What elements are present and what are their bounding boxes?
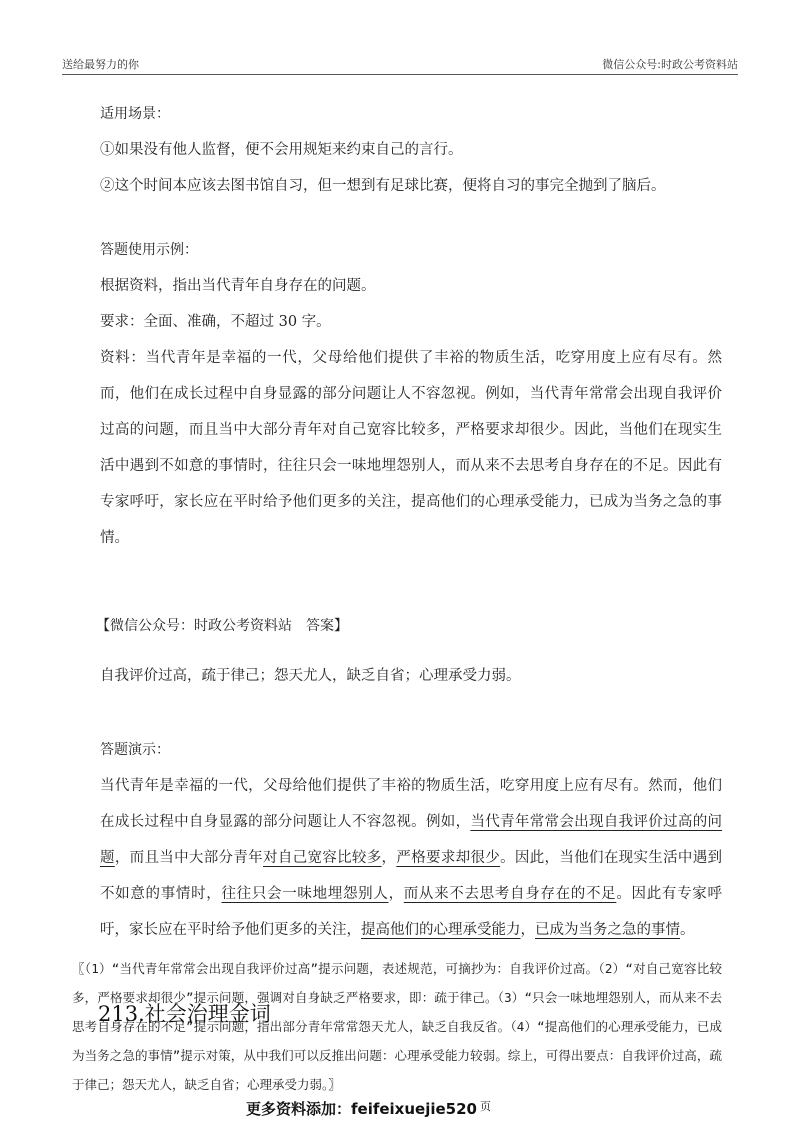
- header-left-text: 送给最努力的你: [62, 58, 139, 71]
- demo-text-segment: 。因此有专家呼吁，家长应在平时给予他们更多的关注，: [100, 886, 722, 938]
- footer-text: 更多资料添加：feifeixuejie520: [246, 1100, 477, 1118]
- page-header: [62, 52, 738, 75]
- demo-text-segment: ，而且当中大部分青年: [114, 850, 263, 866]
- underlined-key-phrase: 提高他们的心理承受能力: [361, 922, 521, 938]
- page-content: [72, 96, 723, 1099]
- demo-heading: 答题演示：: [100, 742, 170, 758]
- demo-text-segment: 当代青年是幸福的一代，父母给他们提供了丰裕的物质生活，吃穿用度上应有尽有。然而，他们在成长过程中自身显露的部分问题让人不容忽视。例如，: [100, 778, 722, 830]
- answer-text: 自我评价过高，疏于律己；怨天尤人，缺乏自省；心理承受力弱。: [100, 668, 521, 684]
- header-right-text: 微信公众号:时政公考资料站: [602, 58, 738, 71]
- demo-paragraph: [100, 768, 722, 948]
- example-question: 根据资料，指出当代青年自身存在的问题。: [100, 278, 376, 294]
- scenario-item: ①如果没有他人监督，便不会用规矩来约束自己的言行。: [100, 142, 463, 158]
- demo-note: 〖（1）“当代青年常常会出现自我评价过高”提示问题，表述规范，可摘抄为：自我评价过高。（2）“对自己宽容比较多，严格要求却很少”提示问题，强调对自身缺乏严格要求，即：疏于律己。（3）“只会一味地埋怨别人，而从来不去思考自身存在的不足”提示问题，指出部分青年常常怨天尤人，缺乏自我反省。（4）“提高他们的心理承受能力，已成为当务之急的事情”提示对策，从中我们可以反推出问题：心理承受能力较弱。综上，可得出要点：自我评价过高，疏于律己；怨天尤人，缺乏自省；心理承受力弱。〗: [72, 961, 722, 1092]
- underlined-key-phrase: 而从来不去思考自身存在的不足: [403, 886, 617, 902]
- demo-text-segment: ，: [381, 850, 397, 866]
- underlined-key-phrase: 已成为当务之急的事情: [535, 922, 680, 938]
- scenario-item: ②这个时间本应该去图书馆自习，但一想到有足球比赛，便将自习的事完全抛到了脑后。: [100, 178, 666, 194]
- demo-text-segment: ，: [520, 922, 535, 938]
- underlined-key-phrase: 当代青年常常会出现自我评价过高的问题: [100, 814, 723, 866]
- section-title: 213.社会治理金词: [98, 1002, 271, 1026]
- footer-page-suffix: 页: [479, 1100, 491, 1113]
- demo-text-segment: 。因此，当他们在现实生活中遇到不如意的事情时，: [100, 850, 723, 902]
- underlined-key-phrase: 对自己宽容比较多: [263, 850, 382, 866]
- example-material: 资料：当代青年是幸福的一代，父母给他们提供了丰裕的物质生活，吃穿用度上应有尽有。然而，他们在成长过程中自身显露的部分问题让人不容忽视。例如，当代青年常常会出现自我评价过高的问题，而且当中大部分青年对自己宽容比较多，严格要求却很少。因此，当他们在现实生活中遇到不如意的事情时，往往只会一味地埋怨别人，而从来不去思考自身存在的不足。因此有专家呼吁，家长应在平时给予他们更多的关注，提高他们的心理承受能力，已成为当务之急的事情。: [100, 350, 722, 546]
- underlined-key-phrase: 往往只会一味地埋怨别人: [221, 886, 389, 902]
- demo-text-segment: 。: [680, 922, 695, 938]
- underlined-key-phrase: 严格要求却很少: [396, 850, 501, 866]
- scenario-heading: 适用场景：: [100, 106, 170, 122]
- example-heading: 答题使用示例：: [100, 242, 198, 258]
- page-footer: [246, 1098, 491, 1119]
- example-requirement: 要求：全面、准确，不超过 30 字。: [100, 314, 331, 330]
- demo-text-segment: ，: [388, 886, 404, 902]
- answer-heading: 【微信公众号：时政公考资料站 答案】: [96, 618, 348, 634]
